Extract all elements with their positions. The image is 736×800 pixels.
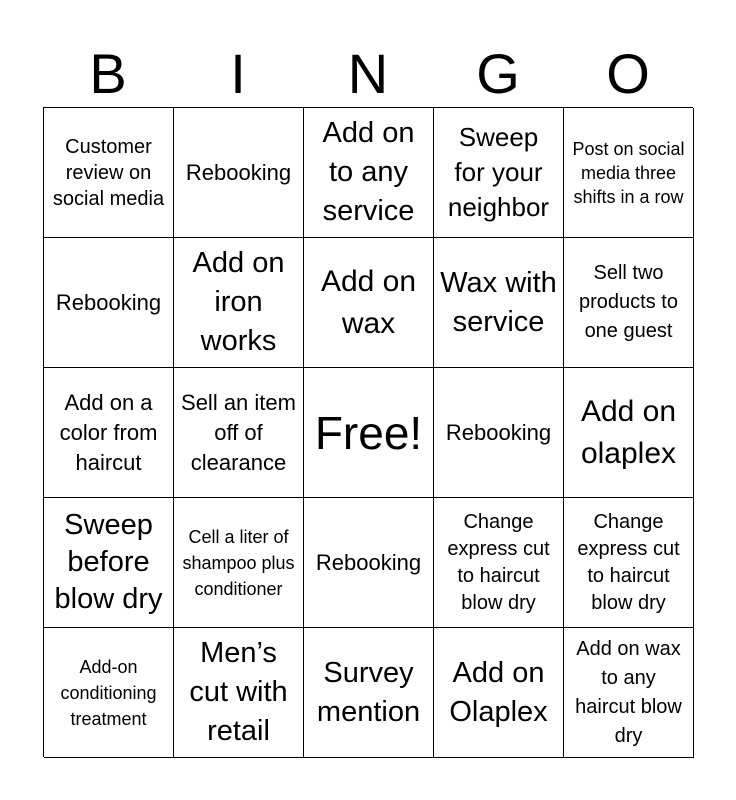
cell-label: Change express cut to haircut blow dry xyxy=(447,510,550,614)
cell-label: Sweep for your neighbor xyxy=(447,122,550,222)
header-letter-n: N xyxy=(347,42,389,105)
cell-label: Sell an item off of clearance xyxy=(181,389,296,475)
bingo-cell[interactable] xyxy=(434,238,564,368)
cell-label: Add-on conditioning treatment xyxy=(60,656,157,729)
bingo-cell[interactable] xyxy=(564,108,694,238)
free-space-label: Free! xyxy=(314,406,423,459)
cell-label: Survey mention xyxy=(316,656,421,728)
bingo-cell[interactable] xyxy=(304,108,434,238)
cell-label: Add on wax xyxy=(320,264,417,340)
header-letter-o: O xyxy=(606,42,650,105)
bingo-board xyxy=(43,107,693,757)
bingo-cell[interactable] xyxy=(304,628,434,758)
cell-label: Customer review on social media xyxy=(52,135,165,210)
cell-label: Rebooking xyxy=(185,160,292,185)
cell-label: Wax with service xyxy=(440,266,557,338)
cell-label: Men’s cut with retail xyxy=(189,637,288,747)
cell-label: Sweep before blow dry xyxy=(54,509,163,615)
bingo-cell[interactable] xyxy=(564,628,694,758)
cell-label: Rebooking xyxy=(55,290,162,315)
bingo-cell[interactable] xyxy=(174,368,304,498)
bingo-cell[interactable] xyxy=(174,498,304,628)
bingo-cell[interactable] xyxy=(44,238,174,368)
bingo-cell[interactable] xyxy=(434,108,564,238)
cell-label: Rebooking xyxy=(315,550,422,575)
bingo-cell-free[interactable] xyxy=(304,368,434,498)
cell-label: Add on Olaplex xyxy=(449,656,548,728)
bingo-cell[interactable] xyxy=(174,108,304,238)
bingo-header xyxy=(43,40,693,108)
cell-label: Rebooking xyxy=(445,420,552,445)
cell-label: Sell two products to one guest xyxy=(579,262,678,342)
bingo-cell[interactable] xyxy=(564,238,694,368)
header-letter-b: B xyxy=(89,42,127,105)
cell-label: Add on a color from haircut xyxy=(59,389,158,475)
header-letter-i: I xyxy=(230,42,246,105)
bingo-cell[interactable] xyxy=(434,368,564,498)
bingo-cell[interactable] xyxy=(44,108,174,238)
cell-label: Add on olaplex xyxy=(580,394,677,470)
cell-label: Add on to any service xyxy=(322,117,415,227)
bingo-cell[interactable] xyxy=(434,498,564,628)
cell-label: Add on wax to any haircut blow dry xyxy=(575,637,682,747)
header-letter-g: G xyxy=(476,42,520,105)
bingo-cell[interactable] xyxy=(44,628,174,758)
cell-label: Add on iron works xyxy=(192,247,285,357)
cell-label: Cell a liter of shampoo plus conditioner xyxy=(182,526,295,599)
bingo-cell[interactable] xyxy=(44,498,174,628)
bingo-cell[interactable] xyxy=(434,628,564,758)
bingo-cell[interactable] xyxy=(174,628,304,758)
bingo-cell[interactable] xyxy=(44,368,174,498)
bingo-cell[interactable] xyxy=(174,238,304,368)
cell-label: Post on social media three shifts in a row xyxy=(572,138,685,207)
bingo-cell[interactable] xyxy=(564,498,694,628)
bingo-cell[interactable] xyxy=(304,238,434,368)
bingo-cell[interactable] xyxy=(564,368,694,498)
bingo-cell[interactable] xyxy=(304,498,434,628)
cell-label: Change express cut to haircut blow dry xyxy=(577,510,680,614)
